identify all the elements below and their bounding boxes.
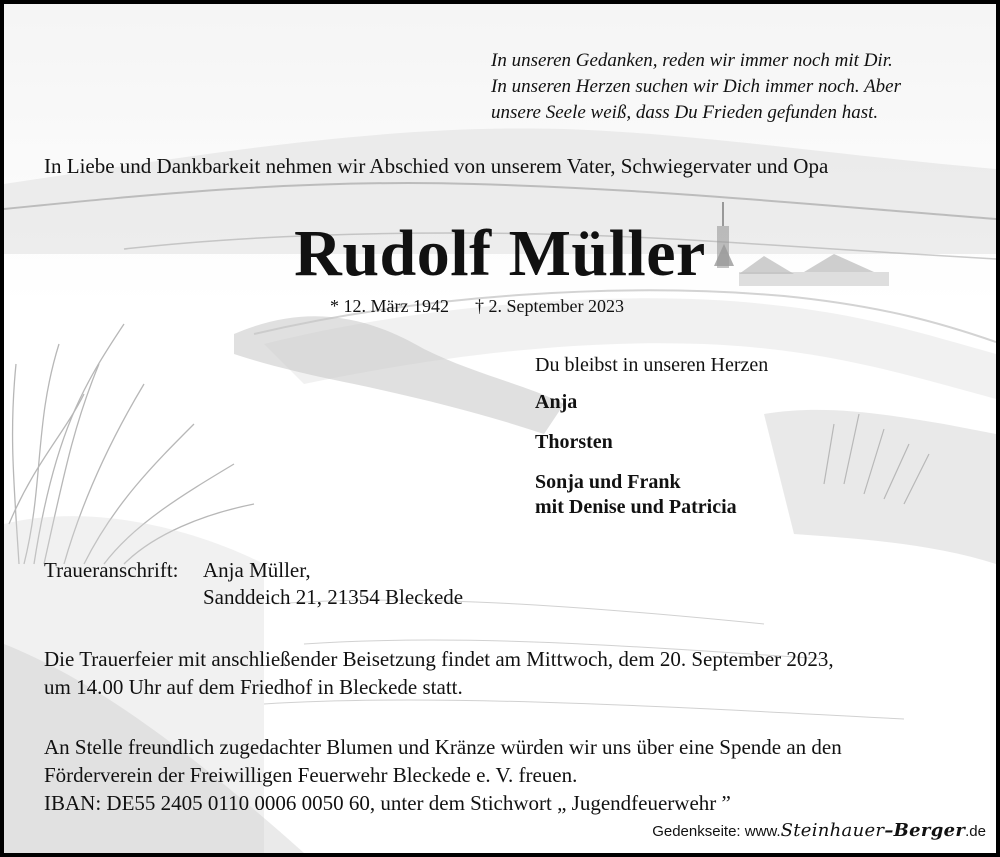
address-label: Traueranschrift: [44,558,179,582]
death-date: † 2. September 2023 [474,296,624,316]
poem-line: In unseren Gedanken, reden wir immer noch mit Dir. [491,50,893,71]
family-line: Du bleibst in unseren Herzen [535,354,769,376]
poem-line: unsere Seele weiß, dass Du Frieden gefunden hast. [491,102,879,123]
footer-label: Gedenkseite: www. [652,823,781,840]
deceased-name: Rudolf Müller [294,217,706,290]
donation-line: An Stelle freundlich zugedachter Blumen und Kränze würden wir uns über eine Spende an den [44,735,842,759]
address-street: Sanddeich 21, 21354 Bleckede [203,585,464,609]
address-name: Anja Müller, [203,558,311,582]
family-member: Anja [535,391,578,413]
family-member: Thorsten [535,431,613,453]
family-block [535,353,768,520]
memorial-page-link[interactable] [652,820,986,841]
ceremony-info [44,645,834,701]
family-member: mit Denise und Patricia [535,496,737,518]
ceremony-line: Die Trauerfeier mit anschließender Beisetzung findet am Mittwoch, dem 20. September 2023, [44,647,834,671]
ceremony-line: um 14.00 Uhr auf dem Friedhof in Bleckede statt. [44,675,463,699]
life-dates [330,296,624,317]
poem [491,48,901,126]
funeral-home-logo: Steinhauer–Berger [780,820,966,841]
mourning-address [44,557,463,611]
donation-info [44,733,842,817]
donation-line: Förderverein der Freiwilligen Feuerwehr Bleckede e. V. freuen. [44,763,578,787]
footer-tld: .de [965,823,986,840]
family-member: Sonja und Frank [535,471,681,493]
donation-iban: IBAN: DE55 2405 0110 0006 0050 60, unter dem Stichwort „ Jugendfeuerwehr ” [44,791,731,815]
poem-line: In unseren Herzen suchen wir Dich immer noch. Aber [491,76,902,97]
birth-date: * 12. März 1942 [330,296,449,316]
intro-text: In Liebe und Dankbarkeit nehmen wir Abschied von unserem Vater, Schwiegervater und Opa [44,154,829,178]
landscape-sketch-background [4,4,996,853]
